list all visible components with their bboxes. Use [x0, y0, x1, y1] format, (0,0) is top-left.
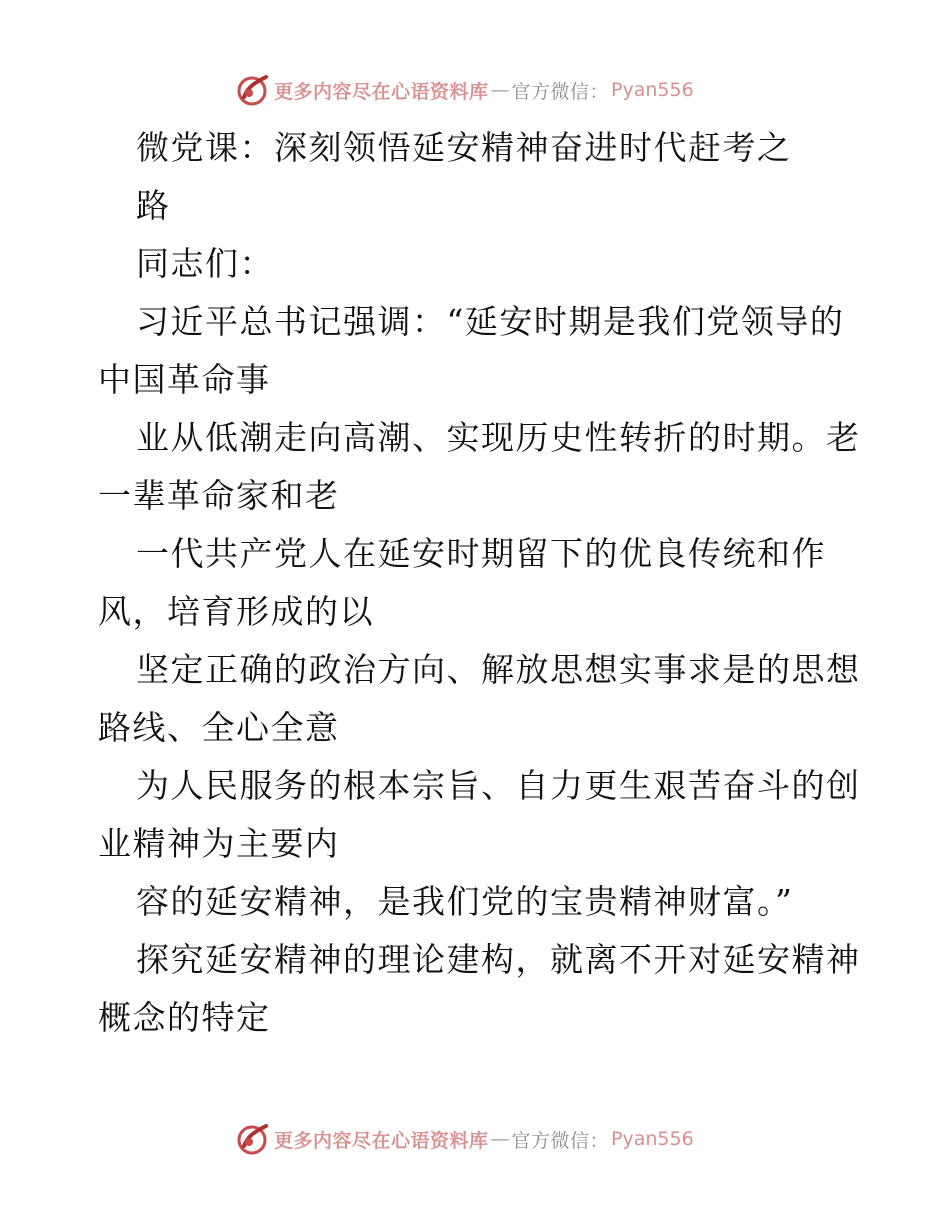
paragraph-line: 业从低潮走向高潮、实现历史性转折的时期。老 — [136, 418, 861, 457]
paragraph-line: 风，培育形成的以 — [98, 592, 374, 631]
watermark-separator: — — [490, 79, 510, 101]
footer-watermark — [236, 1121, 694, 1157]
watermark-wechat-id: Pyan556 — [611, 79, 694, 101]
watermark-wechat-id: Pyan556 — [611, 1128, 694, 1150]
document-title-line-2: 路 — [136, 186, 171, 225]
ink-brush-seal-icon — [236, 1122, 270, 1156]
watermark-separator: — — [490, 1128, 510, 1150]
watermark-brand-text: 更多内容尽在心语资料库 — [274, 1129, 489, 1152]
salutation: 同志们： — [136, 244, 274, 283]
watermark-official-label: 官方微信： — [511, 1129, 610, 1152]
paragraph-line: 一代共产党人在延安时期留下的优良传统和作 — [136, 534, 826, 573]
paragraph-line: 概念的特定 — [98, 998, 271, 1037]
paragraph-line: 路线、全心全意 — [98, 708, 340, 747]
document-title-line-1: 微党课：深刻领悟延安精神奋进时代赶考之 — [136, 128, 792, 167]
ink-brush-seal-icon — [236, 73, 270, 107]
paragraph-line: 容的延安精神，是我们党的宝贵精神财富。” — [136, 882, 794, 921]
watermark-brand-text: 更多内容尽在心语资料库 — [274, 80, 489, 103]
paragraph-line: 为人民服务的根本宗旨、自力更生艰苦奋斗的创 — [136, 766, 861, 805]
paragraph-line: 中国革命事 — [98, 360, 271, 399]
watermark-official-label: 官方微信： — [511, 80, 610, 103]
paragraph-line: 坚定正确的政治方向、解放思想实事求是的思想 — [136, 650, 861, 689]
paragraph-line: 一辈革命家和老 — [98, 476, 340, 515]
paragraph-line: 习近平总书记强调：“延安时期是我们党领导的 — [136, 302, 845, 341]
paragraph-line: 业精神为主要内 — [98, 824, 340, 863]
header-watermark — [236, 72, 694, 108]
paragraph-line: 探究延安精神的理论建构，就离不开对延安精神 — [136, 940, 861, 979]
